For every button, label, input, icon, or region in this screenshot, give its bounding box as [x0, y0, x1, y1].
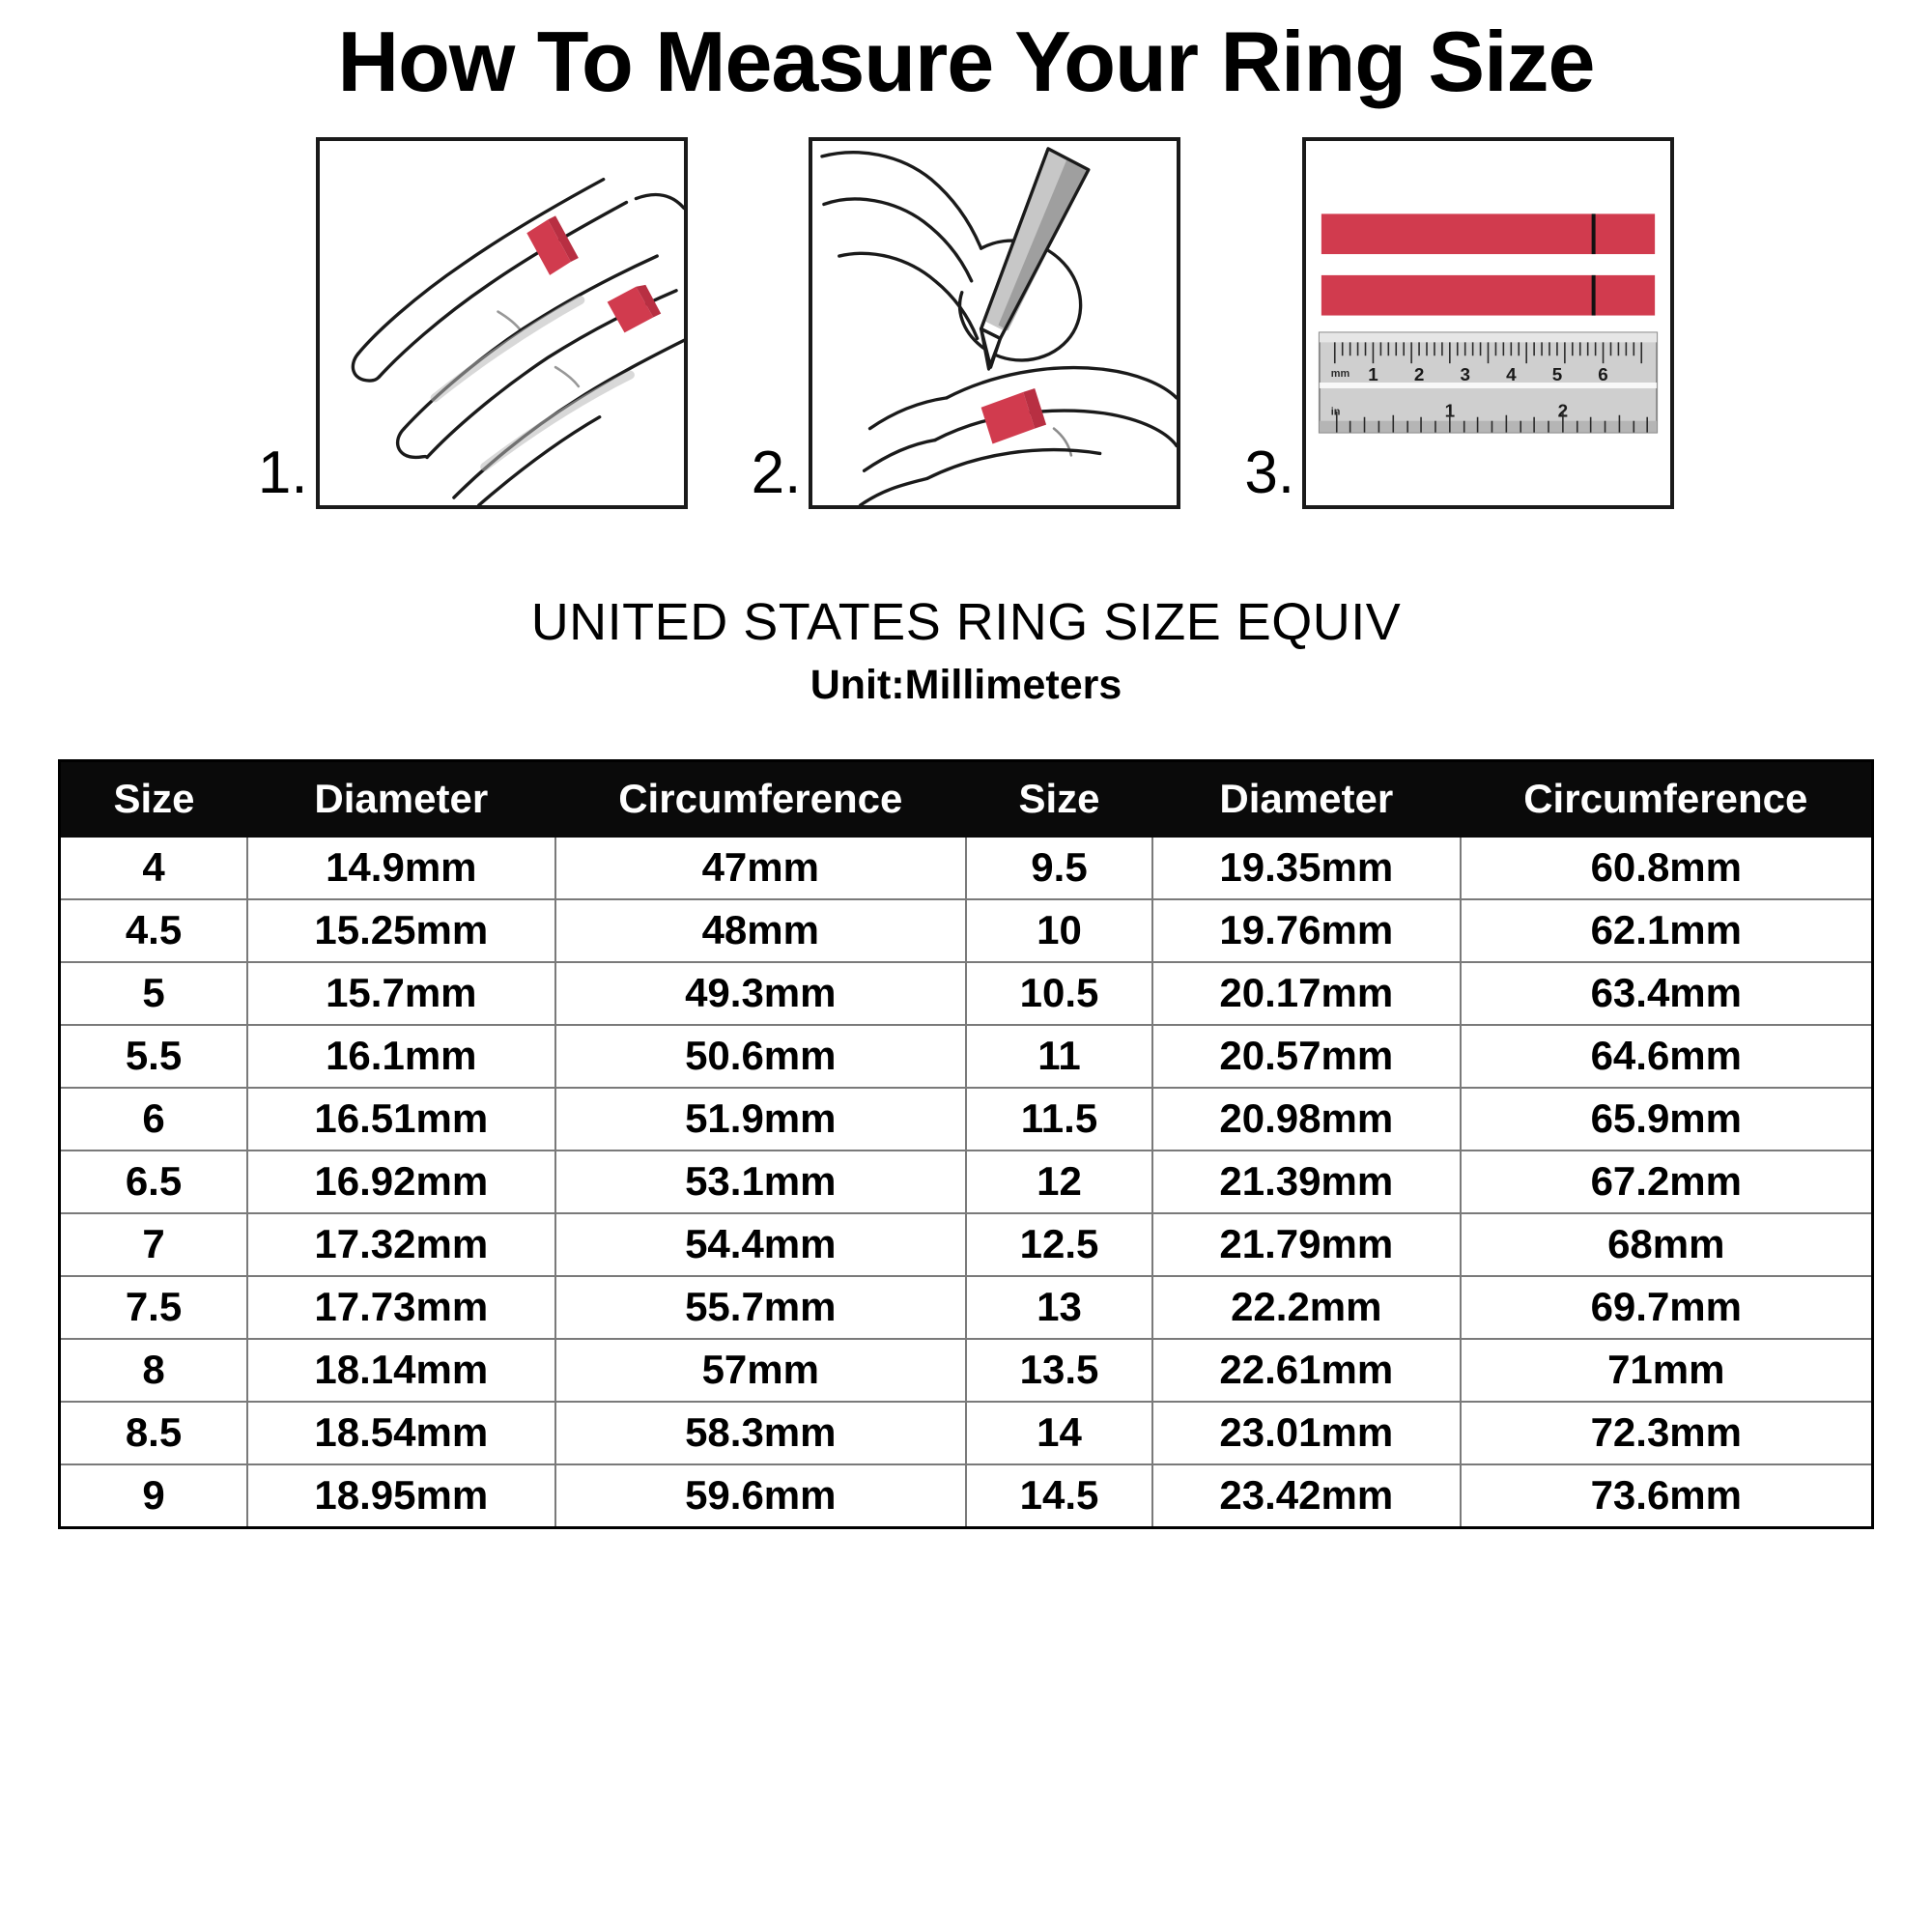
- cell-size-right: 12.5: [966, 1213, 1152, 1276]
- cell-circumference-left: 58.3mm: [555, 1402, 966, 1464]
- step-2-number: 2.: [751, 440, 802, 507]
- cell-size-right: 14: [966, 1402, 1152, 1464]
- cell-circumference-left: 47mm: [555, 838, 966, 899]
- cell-size-right: 10.5: [966, 962, 1152, 1025]
- step-3-illustration: [1302, 137, 1674, 509]
- cell-diameter-left: 17.32mm: [247, 1213, 555, 1276]
- cell-circumference-right: 60.8mm: [1461, 838, 1871, 899]
- cell-size-left: 6: [61, 1088, 247, 1151]
- step-2: [752, 137, 1181, 509]
- cell-diameter-left: 18.54mm: [247, 1402, 555, 1464]
- paper-strip-bottom: [1321, 275, 1655, 316]
- col-header-circumference-left: Circumference: [555, 762, 966, 838]
- cell-size-left: 8.5: [61, 1402, 247, 1464]
- cell-size-left: 5.5: [61, 1025, 247, 1088]
- cell-circumference-left: 54.4mm: [555, 1213, 966, 1276]
- table-body: [61, 838, 1871, 1526]
- cell-circumference-left: 48mm: [555, 899, 966, 962]
- cell-circumference-left: 53.1mm: [555, 1151, 966, 1213]
- cell-circumference-right: 72.3mm: [1461, 1402, 1871, 1464]
- cell-diameter-right: 21.39mm: [1152, 1151, 1461, 1213]
- cell-size-left: 7.5: [61, 1276, 247, 1339]
- cell-diameter-left: 18.95mm: [247, 1464, 555, 1526]
- cell-diameter-right: 22.2mm: [1152, 1276, 1461, 1339]
- table-row: [61, 1339, 1871, 1402]
- cell-size-left: 5: [61, 962, 247, 1025]
- cell-circumference-right: 63.4mm: [1461, 962, 1871, 1025]
- cell-size-left: 4.5: [61, 899, 247, 962]
- cell-diameter-right: 20.17mm: [1152, 962, 1461, 1025]
- step-1: [258, 137, 688, 509]
- cell-size-right: 13.5: [966, 1339, 1152, 1402]
- table-row: [61, 1088, 1871, 1151]
- ruler-mm-label-3: 3: [1460, 364, 1471, 385]
- step-3-number: 3.: [1244, 440, 1295, 507]
- ruler-mm-unit-label: mm: [1330, 368, 1350, 381]
- table-row: [61, 962, 1871, 1025]
- cell-diameter-left: 15.25mm: [247, 899, 555, 962]
- section-subheading: Unit:Millimeters: [810, 662, 1122, 709]
- table-row: [61, 1151, 1871, 1213]
- col-header-circumference-right: Circumference: [1461, 762, 1871, 838]
- ring-size-table-wrapper: [58, 759, 1874, 1529]
- ruler-mm-label-2: 2: [1413, 364, 1425, 385]
- cell-diameter-left: 15.7mm: [247, 962, 555, 1025]
- cell-diameter-left: 16.51mm: [247, 1088, 555, 1151]
- cell-size-left: 4: [61, 838, 247, 899]
- cell-diameter-right: 22.61mm: [1152, 1339, 1461, 1402]
- cell-size-left: 8: [61, 1339, 247, 1402]
- cell-diameter-right: 20.98mm: [1152, 1088, 1461, 1151]
- cell-size-left: 6.5: [61, 1151, 247, 1213]
- table-row: [61, 1402, 1871, 1464]
- cell-size-right: 11.5: [966, 1088, 1152, 1151]
- steps-row: [0, 137, 1932, 509]
- cell-diameter-right: 19.76mm: [1152, 899, 1461, 962]
- cell-circumference-left: 50.6mm: [555, 1025, 966, 1088]
- cell-diameter-right: 21.79mm: [1152, 1213, 1461, 1276]
- cell-diameter-left: 18.14mm: [247, 1339, 555, 1402]
- cell-diameter-left: 17.73mm: [247, 1276, 555, 1339]
- table-row: [61, 1464, 1871, 1526]
- cell-circumference-right: 73.6mm: [1461, 1464, 1871, 1526]
- col-header-size-right: Size: [966, 762, 1152, 838]
- cell-diameter-right: 23.01mm: [1152, 1402, 1461, 1464]
- cell-diameter-right: 19.35mm: [1152, 838, 1461, 899]
- cell-size-left: 9: [61, 1464, 247, 1526]
- ruler-mm-label-1: 1: [1368, 364, 1378, 385]
- cell-circumference-right: 65.9mm: [1461, 1088, 1871, 1151]
- section-heading-block: [0, 592, 1932, 709]
- step-1-illustration: [316, 137, 688, 509]
- ruler-mm-label-6: 6: [1598, 364, 1608, 385]
- cell-size-left: 7: [61, 1213, 247, 1276]
- cell-circumference-left: 59.6mm: [555, 1464, 966, 1526]
- cell-circumference-right: 68mm: [1461, 1213, 1871, 1276]
- cell-diameter-right: 20.57mm: [1152, 1025, 1461, 1088]
- table-row: [61, 838, 1871, 899]
- section-heading: UNITED STATES RING SIZE EQUIV: [530, 593, 1402, 652]
- ruler-mm-label-5: 5: [1551, 364, 1563, 385]
- cell-size-right: 12: [966, 1151, 1152, 1213]
- ruler: [1320, 333, 1657, 433]
- page-title: How To Measure Your Ring Size: [337, 14, 1595, 109]
- step-3: [1244, 137, 1674, 509]
- ruler-inch-label-1: 1: [1444, 401, 1456, 422]
- paper-strip-secondary: [607, 285, 661, 333]
- cell-circumference-right: 69.7mm: [1461, 1276, 1871, 1339]
- table-header-row: [61, 762, 1871, 838]
- ruler-inch-label-2: 2: [1557, 401, 1569, 422]
- col-header-diameter-left: Diameter: [247, 762, 555, 838]
- cell-diameter-left: 14.9mm: [247, 838, 555, 899]
- cell-size-right: 14.5: [966, 1464, 1152, 1526]
- cell-circumference-right: 64.6mm: [1461, 1025, 1871, 1088]
- paper-strip: [981, 388, 1046, 444]
- cell-diameter-left: 16.1mm: [247, 1025, 555, 1088]
- step-2-illustration: [809, 137, 1180, 509]
- cell-circumference-right: 71mm: [1461, 1339, 1871, 1402]
- cell-diameter-right: 23.42mm: [1152, 1464, 1461, 1526]
- cell-circumference-right: 62.1mm: [1461, 899, 1871, 962]
- table-row: [61, 1276, 1871, 1339]
- table-head: [61, 762, 1871, 838]
- paper-strip: [526, 216, 579, 276]
- cell-size-right: 10: [966, 899, 1152, 962]
- col-header-size-left: Size: [61, 762, 247, 838]
- paper-strip-top: [1321, 214, 1655, 255]
- cell-circumference-right: 67.2mm: [1461, 1151, 1871, 1213]
- cell-size-right: 13: [966, 1276, 1152, 1339]
- cell-circumference-left: 51.9mm: [555, 1088, 966, 1151]
- step-1-number: 1.: [257, 440, 308, 507]
- cell-size-right: 11: [966, 1025, 1152, 1088]
- cell-diameter-left: 16.92mm: [247, 1151, 555, 1213]
- ruler-inch-unit-label: in: [1330, 407, 1341, 419]
- ruler-mm-label-4: 4: [1506, 364, 1517, 385]
- cell-circumference-left: 49.3mm: [555, 962, 966, 1025]
- table-row: [61, 1025, 1871, 1088]
- cell-size-right: 9.5: [966, 838, 1152, 899]
- col-header-diameter-right: Diameter: [1152, 762, 1461, 838]
- cell-circumference-left: 55.7mm: [555, 1276, 966, 1339]
- table-row: [61, 1213, 1871, 1276]
- cell-circumference-left: 57mm: [555, 1339, 966, 1402]
- ring-size-table: [61, 762, 1871, 1526]
- table-row: [61, 899, 1871, 962]
